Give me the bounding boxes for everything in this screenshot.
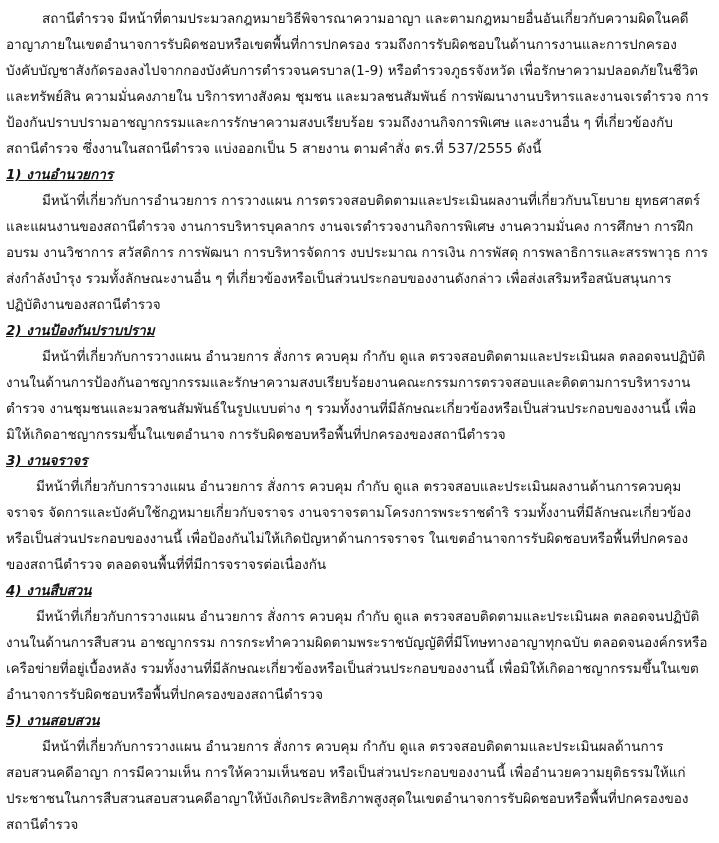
intro-line: สถานีตำรวจ มีหน้าที่ตามประมวลกฎหมายวิธีพิจารณาความอาญา และตามกฎหมายอื่นอันเกี่ยวกับความผิดในคดี xyxy=(42,11,689,27)
section-inquiry xyxy=(6,708,719,838)
section-heading: 2) งานป้องกันปราบปราม xyxy=(6,323,155,339)
section-line: ตำรวจ งานชุมชนและมวลชนสัมพันธ์ในรูปแบบต่าง ๆ รวมทั้งงานที่มีลักษณะเกี่ยวข้องหรือเป็นส่วนประกอบของงานนี้ เพื่อ xyxy=(6,401,697,417)
section-heading: 3) งานจราจร xyxy=(6,453,88,469)
section-line: จราจร จัดการและบังคับใช้กฎหมายเกี่ยวกับจราจร งานจราจรตามโครงการพระราชดำริ รวมทั้งงานที่มีลักษณะเกี่ยวข้อง xyxy=(6,505,692,521)
section-line: ของสถานีตำรวจ ตลอดจนพื้นที่ที่มีการจราจรต่อเนื่องกัน xyxy=(6,557,327,573)
section-traffic xyxy=(6,448,719,578)
section-heading: 5) งานสอบสวน xyxy=(6,713,100,729)
section-line: งานในด้านการสืบสวน อาชญากรรม การกระทำความผิดตามพระราชบัญญัติที่มีโทษทางอาญาทุกฉบับ ตลอดจนองค์กรหรือ xyxy=(6,635,708,651)
document-body xyxy=(6,6,719,838)
intro-line: สถานีตำรวจ ซึ่งงานในสถานีตำรวจ แบ่งออกเป็น 5 สายงาน ตามคำสั่ง ตร.ที่ 537/2555 ดังนี้ xyxy=(6,141,542,157)
section-line: มีหน้าที่เกี่ยวกับการวางแผน อำนวยการ สั่งการ ควบคุม กำกับ ดูแล ตรวจสอบติดตามและประเมินผล ตลอดจนปฏิบัติ xyxy=(36,609,700,625)
section-line: มีหน้าที่เกี่ยวกับการวางแผน อำนวยการ สั่งการ ควบคุม กำกับ ดูแล ตรวจสอบและประเมินผลงานด้านการควบคุม xyxy=(36,479,682,495)
section-line: ประชาชนในการสืบสวนสอบสวนคดีอาญาให้บังเกิดประสิทธิภาพสูงสุดในเขตอำนาจการรับผิดชอบหรือพื้นที่ปกครองของ xyxy=(6,791,689,807)
section-line: อำนาจการรับผิดชอบหรือพื้นที่ปกครองของสถานีตำรวจ xyxy=(6,687,323,703)
intro-line: ป้องกันปราบปรามอาชญากรรมและการรักษาความสงบเรียบร้อย รวมถึงงานกิจการพิเศษ และงานอื่น ๆ ที่เกี่ยวข้องกับ xyxy=(6,115,673,131)
section-line: อบรม งานวิชาการ สวัสดิการ การพัฒนา การบริหารจัดการ งบประมาณ การเงิน การพัสดุ การพลาธิการและสรรพาวุธ การ xyxy=(6,245,709,261)
section-line: เครือข่ายที่อยู่เบื้องหลัง รวมทั้งงานที่มีลักษณะเกี่ยวข้องหรือเป็นส่วนประกอบของงานนี้ เพื่อมิให้เกิดอาชญากรรมขึ้นในเขต xyxy=(6,661,699,677)
section-line: มีหน้าที่เกี่ยวกับการวางแผน อำนวยการ สั่งการ ควบคุม กำกับ ดูแล ตรวจสอบติดตามและประเมินผล ตลอดจนปฏิบัติ xyxy=(42,349,706,365)
section-line: มีหน้าที่เกี่ยวกับการอำนวยการ การวางแผน การตรวจสอบติดตามและประเมินผลงานที่เกี่ยวกับนโยบาย ยุทธศาสตร์ xyxy=(42,193,701,209)
intro-line: อาญาภายในเขตอำนาจการรับผิดชอบหรือเขตพื้นที่การปกครอง รวมถึงการรับผิดชอบในด้านการงานและการปกครอง xyxy=(6,37,677,53)
section-line: มีหน้าที่เกี่ยวกับการวางแผน อำนวยการ สั่งการ ควบคุม กำกับ ดูแล ตรวจสอบติดตามและประเมินผลด้านการ xyxy=(42,739,664,755)
section-line: หรือเป็นส่วนประกอบของงานนี้ เพื่อป้องกันไม่ให้เกิดปัญหาด้านการจราจร ในเขตอำนาจการรับผิดชอบหรือพื้นที่ปกครอง xyxy=(6,531,689,547)
section-line: สอบสวนคดีอาญา การมีความเห็น การให้ความเห็นชอบ หรือเป็นส่วนประกอบของงานนี้ เพื่ออำนวยความยุติธรรมให้แก่ xyxy=(6,765,686,781)
section-line: สถานีตำรวจ xyxy=(6,817,79,833)
section-heading: 4) งานสืบสวน xyxy=(6,583,92,599)
section-line: งานในด้านการป้องกันอาชญากรรมและรักษาความสงบเรียบร้อยงานคณะกรรมการตรวจสอบและติดตามการบริหารงาน xyxy=(6,375,691,391)
intro-line: และทรัพย์สิน ความมั่นคงภายใน บริการทางสังคม ชุมชน และมวลชนสัมพันธ์ การพัฒนางานบริหารและงานจเรตำรวจ การ xyxy=(6,89,709,105)
section-investigation xyxy=(6,578,719,708)
intro-line: บังคับบัญชาสังกัดรองลงไปจากกองบังคับการตำรวจนครบาล(1-9) หรือตำรวจภูธรจังหวัด เพื่อรักษาความปลอดภัยในชีวิต xyxy=(6,63,698,79)
section-administration xyxy=(6,162,719,318)
section-line: มิให้เกิดอาชญากรรมขึ้นในเขตอำนาจ การรับผิดชอบหรือพื้นที่ปกครองของสถานีตำรวจ xyxy=(6,427,506,443)
section-line: และแผนงานของสถานีตำรวจ งานการบริหารบุคลากร งานจเรตำรวจงานกิจการพิเศษ งานความมั่นคง การศึกษา การฝึก xyxy=(6,219,694,235)
section-line: ส่งกำลังบำรุง รวมทั้งลักษณะงานอื่น ๆ ที่เกี่ยวข้องหรือเป็นส่วนประกอบของงานดังกล่าว เพื่อส่งเสริมหรือสนับสนุนการ xyxy=(6,271,672,287)
section-line: ปฏิบัติงานของสถานีตำรวจ xyxy=(6,297,161,313)
section-heading: 1) งานอำนวยการ xyxy=(6,167,114,183)
section-crime-prevention xyxy=(6,318,719,448)
intro-paragraph xyxy=(6,6,719,162)
